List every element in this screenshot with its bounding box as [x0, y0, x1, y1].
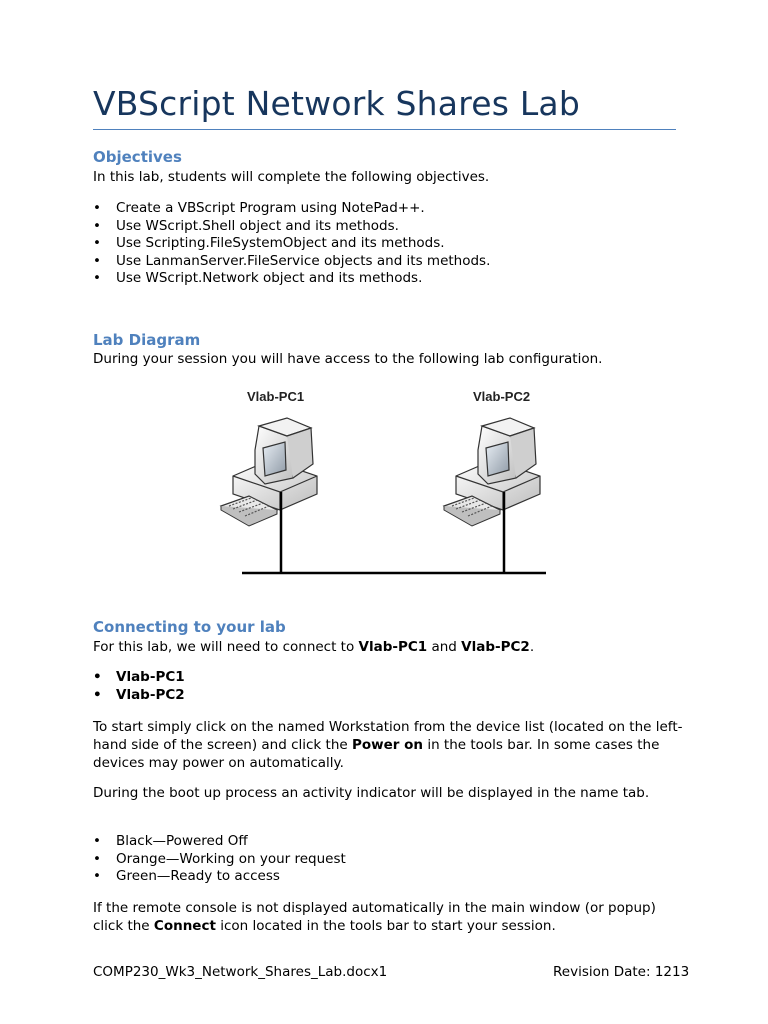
- objectives-heading: Objectives: [93, 148, 182, 166]
- power-on-bold: Power on: [351, 737, 424, 753]
- boot-instructions: During the boot up process an activity indicator will be displayed in the name tab.: [93, 785, 650, 801]
- list-item: • Use WScript.Shell object and its methods.: [93, 218, 490, 236]
- list-item: • Orange—Working on your request: [93, 851, 346, 869]
- lab-diagram-intro: During your session you will have access to the following lab configuration.: [93, 351, 603, 367]
- title-underline: [93, 129, 676, 130]
- list-item: • Use LanmanServer.FileService objects and its methods.: [93, 253, 490, 271]
- machines-list: [93, 669, 185, 704]
- list-item: • Create a VBScript Program using NotePad++.: [93, 200, 490, 218]
- footer-revision-date: Revision Date: 1213: [553, 964, 690, 980]
- list-item: • Use WScript.Network object and its methods.: [93, 270, 490, 288]
- connecting-intro: For this lab, we will need to connect to Vlab-PC1 and Vlab-PC2.: [93, 639, 535, 655]
- indicator-states-list: [93, 833, 346, 886]
- pc2-computer-icon: [444, 418, 540, 526]
- pc2-label: Vlab-PC2: [473, 389, 531, 404]
- pc2-bold: Vlab-PC2: [461, 639, 530, 655]
- pc1-label: Vlab-PC1: [247, 389, 305, 404]
- pc1-computer-icon: [221, 418, 317, 526]
- footer-filename: COMP230_Wk3_Network_Shares_Lab.docx1: [93, 964, 388, 980]
- pc1-bold: Vlab-PC1: [358, 639, 428, 655]
- list-item: • Vlab-PC1: [93, 669, 185, 687]
- list-item: • Vlab-PC2: [93, 687, 185, 705]
- objectives-list: [93, 200, 490, 288]
- objectives-intro: In this lab, students will complete the following objectives.: [93, 169, 490, 185]
- console-instructions: If the remote console is not displayed automatically in the main window (or popup) click the Connect icon located in the tools bar to start your session.: [93, 900, 656, 934]
- connecting-heading: Connecting to your lab: [93, 618, 286, 636]
- start-instructions: To start simply click on the named Workstation from the device list (located on the left-hand side of the screen) and click the Power on in the tools bar. In some cases the devices may power on automatically.: [93, 719, 683, 771]
- connect-bold: Connect: [153, 918, 216, 934]
- network-diagram: [215, 380, 555, 580]
- list-item: • Black—Powered Off: [93, 833, 346, 851]
- list-item: • Green—Ready to access: [93, 868, 346, 886]
- list-item: • Use Scripting.FileSystemObject and its methods.: [93, 235, 490, 253]
- lab-diagram-heading: Lab Diagram: [93, 331, 201, 349]
- document-title: VBScript Network Shares Lab: [93, 84, 580, 123]
